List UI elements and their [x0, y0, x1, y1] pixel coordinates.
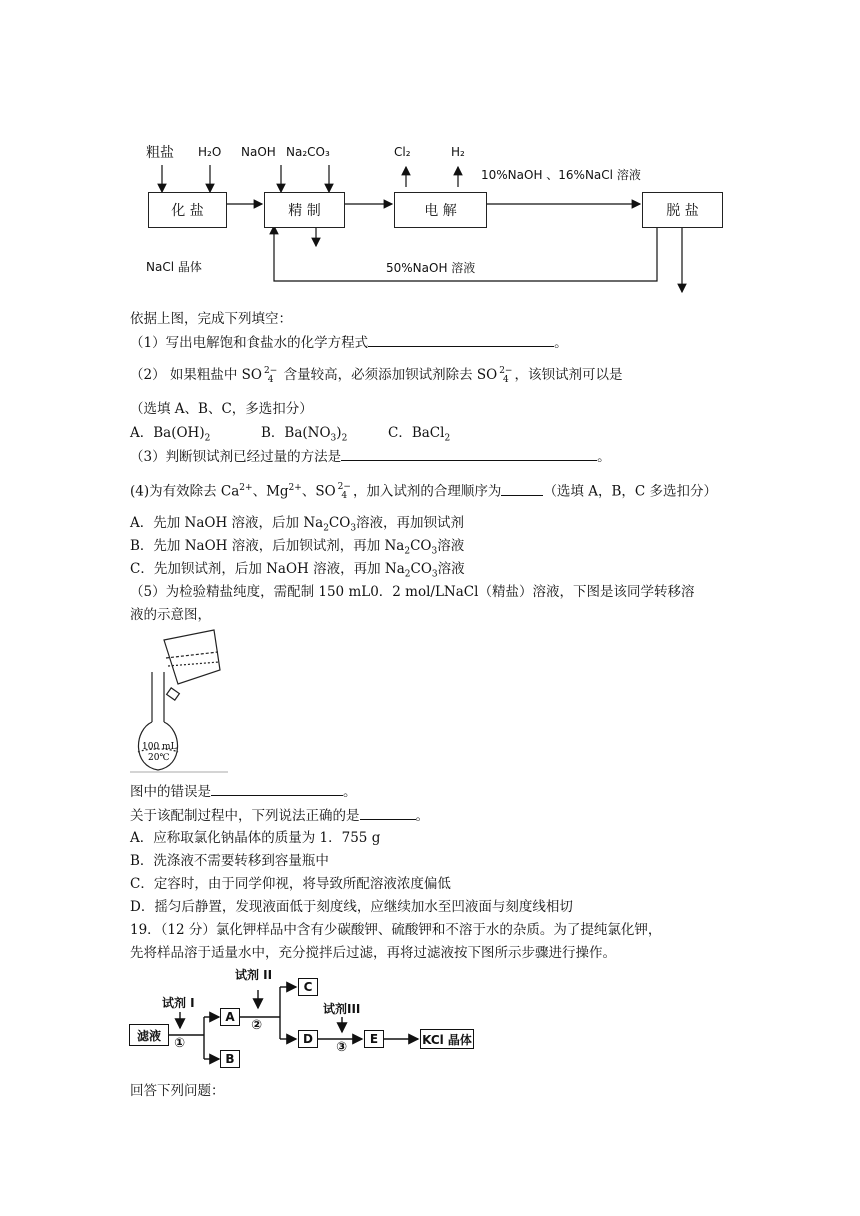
error-blank[interactable] — [211, 782, 343, 796]
box-c: C — [298, 978, 318, 996]
reagent-2-label: 试剂 II — [235, 968, 273, 982]
cl2-label: Cl₂ — [394, 145, 411, 159]
dissolve-box — [148, 192, 227, 228]
q4-opt-c: C．先加钡试剂，后加 NaOH 溶液，再加 $Na_2CO_3$溶液 — [130, 561, 465, 580]
volumetric-flask-illustration — [128, 626, 230, 774]
error-line — [130, 782, 357, 801]
error-end: 。 — [343, 784, 357, 800]
q2-text-c: ，该钡试剂可以是 — [514, 367, 623, 383]
flask-label-volume: 100 mL — [142, 742, 177, 752]
reagent-1-label: 试剂 I — [162, 996, 195, 1010]
water-label: H₂O — [198, 145, 222, 159]
q4-text-b: 、Mg — [252, 483, 289, 500]
q2-note-line — [130, 400, 313, 418]
option-a: A．应称取氯化钠晶体的质量为 1．755 g — [130, 830, 381, 846]
q5-text-a: （5）为检验精盐纯度，需配制 150 mL0．2 mol/LNaCl（精盐）溶液，下图是该同学转移溶 — [130, 584, 695, 600]
option-c: C．定容时，由于同学仰视，将导致所配溶液浓度偏低 — [130, 876, 451, 892]
step-3-label: ③ — [336, 1040, 348, 1055]
q19-line-b: 先将样品溶于适量水中，充分搅拌后过滤，再将过滤液按下图所示步骤进行操作。 — [130, 945, 616, 961]
step-1-label: ① — [174, 1036, 186, 1051]
q2-opt-b: B．$Ba(NO_3)_2$ — [261, 425, 348, 444]
q2-note: （选填 A、B、C，多选扣分） — [130, 401, 313, 417]
q19-line-a: 19．（12 分）氯化钾样品中含有少碳酸钾、硫酸钾和不溶于水的杂质。为了提纯氯化钾， — [130, 922, 662, 938]
q4-opt-b: B．先加 NaOH 溶液，后加钡试剂，再加 $Na_2CO_3$溶液 — [130, 538, 465, 557]
q1-text: （1）写出电解饱和食盐水的化学方程式 — [130, 335, 369, 351]
q2-text-b: 含量较高，必须添加钡试剂除去 SO — [279, 367, 498, 383]
h2-label: H₂ — [451, 145, 465, 159]
nacl-crystal-label: NaCl 晶体 — [146, 260, 202, 274]
q2-text-a: （2） 如果粗盐中 SO — [130, 367, 262, 383]
q4-line: (4)为有效除去 $Ca^{2+}$、$Mg^{2+}$、SO 2− 4 ，加入试剂的合理顺序为 （选填 A，B，C 多选扣分） — [130, 482, 718, 501]
option-d: D．摇匀后静置，发现液面低于刻度线，应继续加水至凹液面与刻度线相切 — [130, 899, 573, 915]
q4-text-e: （选填 A，B，C 多选扣分） — [543, 483, 718, 500]
intro-line — [130, 310, 292, 328]
q2-options — [130, 424, 451, 448]
refine-label: 精 制 — [288, 203, 321, 219]
q4-text-c: 、SO — [301, 483, 336, 500]
q4-text-a: (4)为有效除去 Ca — [130, 483, 240, 500]
solution-top-label: 10%NaOH 、16%NaCl 溶液 — [481, 168, 641, 182]
answer-line: 回答下列问题： — [130, 1083, 225, 1099]
desalt-box — [642, 192, 723, 228]
about-blank[interactable] — [360, 806, 416, 820]
q4-opt-a: A．先加 NaOH 溶液，后加 $Na_2CO_3$溶液，再加钡试剂 — [130, 515, 465, 534]
flask-label-temp: 20℃ — [148, 753, 170, 763]
step-2-label: ② — [251, 1018, 263, 1033]
q2-opt-c: C．BaCl$_2$ — [388, 425, 451, 444]
reagent-3-label: 试剂III — [323, 1002, 361, 1016]
error-text: 图中的错误是 — [130, 784, 211, 800]
q5-line-a — [130, 583, 694, 601]
refine-box — [264, 192, 345, 228]
box-a: A — [220, 1008, 240, 1026]
electrolysis-box — [394, 192, 487, 228]
electrolysis-label: 电 解 — [424, 203, 457, 219]
q4-blank[interactable] — [501, 482, 543, 496]
option-b: B．洗涤液不需要转移到容量瓶中 — [130, 853, 329, 869]
q5-text-b: 液的示意图， — [130, 607, 211, 623]
flow2-arrows — [0, 960, 860, 1070]
q2-line: （2） 如果粗盐中 SO 2− 4 含量较高，必须添加钡试剂除去 SO 2− 4 ，该钡试剂可以是 — [130, 365, 623, 385]
na2co3-label: Na₂CO₃ — [286, 145, 330, 159]
desalt-label: 脱 盐 — [666, 203, 699, 219]
q4-text-d: ，加入试剂的合理顺序为 — [352, 483, 502, 500]
about-line — [130, 806, 429, 825]
box-e: E — [364, 1030, 384, 1048]
q3-line — [130, 447, 611, 466]
about-end: 。 — [415, 808, 429, 824]
dissolve-label: 化 盐 — [171, 203, 204, 219]
filtrate-box: 滤液 — [129, 1024, 169, 1046]
q3-blank[interactable] — [341, 447, 597, 461]
kcl-crystal-box: KCl 晶体 — [420, 1029, 474, 1049]
intro-text: 依据上图，完成下列填空： — [130, 311, 292, 327]
q2-opt-a: A．$Ba(OH)_2$ — [130, 425, 211, 444]
q1-blank[interactable] — [368, 333, 554, 347]
crude-salt-label: 粗盐 — [146, 145, 174, 161]
q1-line — [130, 333, 568, 352]
box-b: B — [220, 1050, 240, 1068]
about-text: 关于该配制过程中，下列说法正确的是 — [130, 808, 360, 824]
q5-line-b — [130, 606, 211, 624]
q3-end: 。 — [597, 449, 611, 465]
q3-text: （3）判断钡试剂已经过量的方法是 — [130, 449, 342, 465]
naoh-label: NaOH — [241, 145, 276, 159]
naoh50-label: 50%NaOH 溶液 — [386, 261, 476, 275]
box-d: D — [298, 1030, 318, 1048]
q1-end: 。 — [554, 335, 568, 351]
